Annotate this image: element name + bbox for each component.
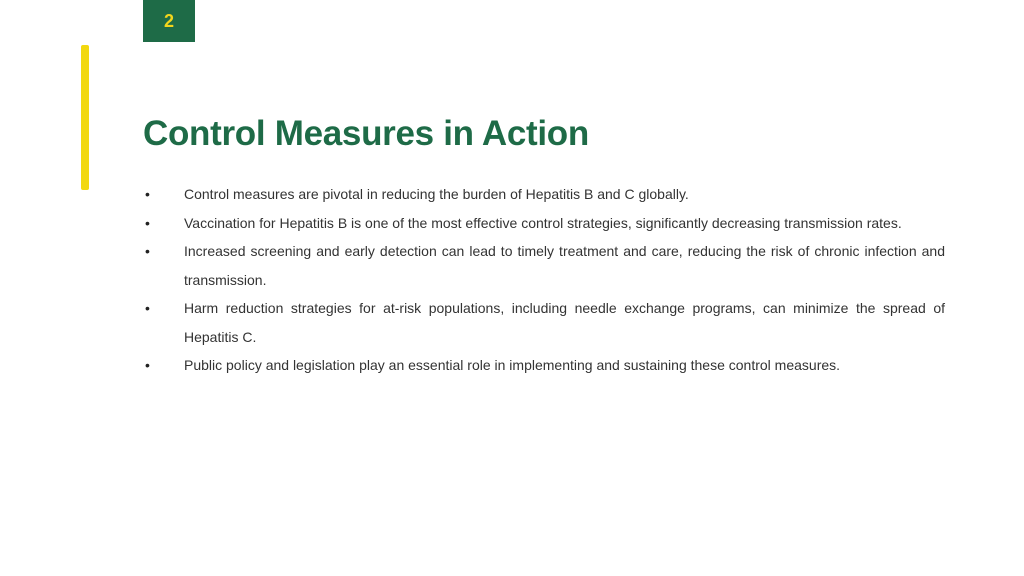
bullet-text: Vaccination for Hepatitis B is one of the most effective control strategies, significantly decreasing transmission rates. [184,214,902,231]
page-number: 2 [163,10,174,31]
bullet-dot-icon: • [145,243,150,259]
bullet-text: Harm reduction strategies for at-risk populations, including needle exchange programs, can minimize the spread of Hepatitis C. [184,300,945,345]
slide-title: Control Measures in Action [143,114,589,153]
bullet-dot-icon: • [145,357,150,373]
bullet-text: Increased screening and early detection can lead to timely treatment and care, reducing the risk of chronic infection and transmission. [184,243,945,288]
bullet-text: Public policy and legislation play an essential role in implementing and sustaining these control measures. [184,357,841,373]
bullet-dot-icon: • [145,214,150,231]
accent-bar [81,45,89,190]
bullet-dot-icon: • [145,186,150,202]
bullet-text: Control measures are pivotal in reducing the burden of Hepatitis B and C globally. [184,186,689,202]
bullet-dot-icon: • [145,300,150,316]
page-number-badge [143,0,195,42]
bullet-item [143,180,945,209]
bullet-item [143,237,945,294]
bullet-item [143,351,945,380]
bullet-item [143,209,945,238]
bullet-item [143,294,945,351]
bullet-list [143,180,945,380]
